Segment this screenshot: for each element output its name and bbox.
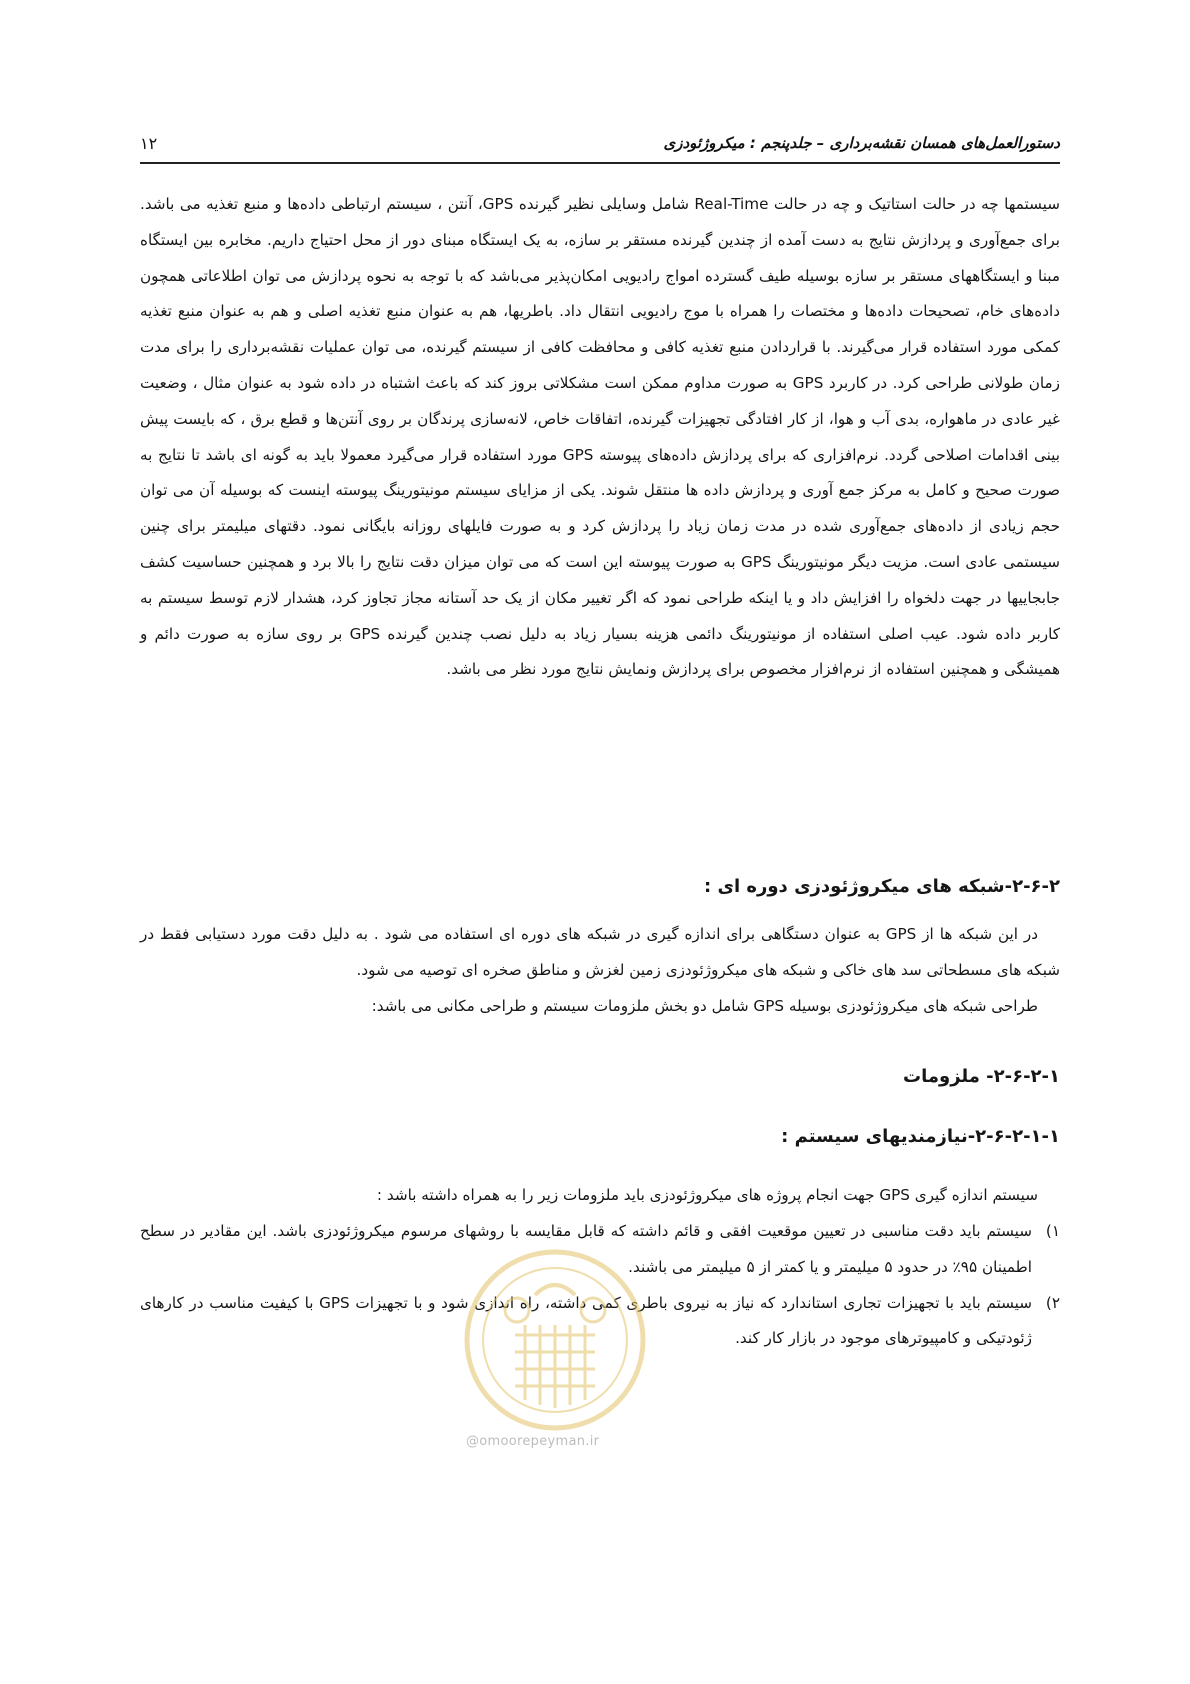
list-item-text: سیستم باید با تجهیزات تجاری استاندارد که نیاز به نیروی باطری کمی داشته، راه اندازی شود و با تجهیزات GPS با کیفیت مناسب در کارهای ژئودتیکی و کامپیوترهای موجود در بازار کار کند. xyxy=(140,1293,1032,1348)
subsubsection-heading: ۲-۶-۲-۱-۱-نیازمندیهای سیستم : xyxy=(781,1126,1060,1147)
section-heading: ۲-۶-۲-شبکه های میکروژئودزی دوره ای : xyxy=(703,876,1060,897)
list-item-text: سیستم باید دقت مناسبی در تعیین موقعیت افقی و قائم داشته که قابل مقایسه با روشهای مرسوم میکروژئودزی باشد. این مقادیر در سطح اطمینان ۹۵٪ در حدود ۵ میلیمتر و یا کمتر از ۵ میلیمتر می باشند. xyxy=(140,1222,1032,1276)
list-item xyxy=(140,1214,1060,1286)
requirements-intro-block xyxy=(140,1178,1060,1214)
header-title: دستورالعمل‌های همسان نقشه‌برداری – جلدپنجم : میکروژئودزی xyxy=(663,134,1060,152)
section-paragraph: در این شبکه ها از GPS به عنوان دستگاهی برای اندازه گیری در شبکه های دوره ای استفاده می شود . به دلیل دقت مورد دستیابی فقط در شبکه های مسطحاتی سد های خاکی و شبکه های میکروژئودزی زمین لغزش و مناطق صخره ای توصیه می شود. xyxy=(140,925,1060,979)
list-item xyxy=(140,1286,1060,1358)
paragraph-gps-monitoring: سیستمها چه در حالت استاتیک و چه در حالت Real-Time شامل وسایلی نظیر گیرنده GPS، آنتن ، سیستم ارتباطی داده‌ها و منبع تغذیه می باشد. برای جمع‌آوری و پردازش نتایج به دست آمده از چندین گیرنده مستقر بر سازه، به یک ایستگاه مبنای دور از محل احتیاج داریم. مخابره بین ایستگاه مبنا و ایستگاههای مستقر بر سازه بوسیله طیف گسترده امواج رادیویی امکان‌پذیر می‌باشد که با توجه به نحوه پردازش می توان اطلاعاتی همچون داده‌های خام، تصحیحات داده‌ها و مختصات را همراه با موج رادیویی انتقال داد. باطریها، هم به عنوان منبع تغذیه اصلی و هم به عنوان منبع تغذیه کمکی مورد استفاده قرار می‌گیرند. با قراردادن منبع تغذیه کافی و محافظت کافی از سیستم گیرنده، می توان عملیات نقشه‌برداری را برای مدت زمان طولانی طراحی کرد. در کاربرد GPS به صورت مداوم ممکن است مشکلاتی بروز کند که باعث اشتباه در داده شود به عنوان مثال ، وضعیت غیر عادی در ماهواره، بدی آب و هوا، از کار افتادگی تجهیزات گیرنده، اتفاقات خاص، لانه‌سازی پرندگان بر روی آنتن‌ها و قطع برق ، که بایست پیش بینی اقدامات اصلاحی گردد. نرم‌افزاری که برای پردازش داده‌های پیوسته GPS مورد استفاده قرار می‌گیرد معمولا باید به گونه ای باشد تا نتایج به صورت صحیح و کامل به مرکز جمع آوری و پردازش داده ها منتقل شوند. یکی از مزایای سیستم مونیتورینگ پیوسته اینست که بوسیله آن می توان حجم زیادی از داده‌های جمع‌آوری شده در مدت زمان زیاد را پردازش کرد و به صورت فایلهای روزانه بایگانی نمود. دقتهای میلیمتر برای چنین سیستمی عادی است. مزیت دیگر مونیتورینگ GPS به صورت پیوسته این است که می توان میزان دقت نتایج را بالا برد و همچنین حساسیت کشف جابجاییها در جهت دلخواه را افزایش داد و یا اینکه طراحی نمود که اگر تغییر مکان از یک حد آستانه مجاز تجاوز کرد، هشدار لازم توسط سیستم به کاربر داده شود. عیب اصلی استفاده از مونیتورینگ دائمی هزینه بسیار زیاد به دلیل نصب چندین گیرنده GPS بر روی سازه به صورت دائم و همیشگی و همچنین استفاده از نرم‌افزار مخصوص برای پردازش ونمایش نتایج مورد نظر می باشد. xyxy=(140,195,1061,679)
watermark-caption: @omoorepeyman.ir xyxy=(466,1434,600,1449)
subsection-heading: ۲-۶-۲-۱- ملزومات xyxy=(903,1066,1060,1087)
section-paragraph: طراحی شبکه های میکروژئودزی بوسیله GPS شامل دو بخش ملزومات سیستم و طراحی مکانی می باشد: xyxy=(371,996,1038,1015)
requirements-list xyxy=(140,1214,1060,1357)
running-header xyxy=(140,132,1060,164)
page-number: ۱۲ xyxy=(140,134,158,153)
section-body xyxy=(140,917,1060,1024)
requirements-intro: سیستم اندازه گیری GPS جهت انجام پروژه های میکروژئودزی باید ملزومات زیر را به همراه داشته باشد : xyxy=(376,1186,1038,1204)
list-item-number: ۱) xyxy=(1045,1222,1060,1240)
list-item-number: ۲) xyxy=(1045,1293,1060,1312)
